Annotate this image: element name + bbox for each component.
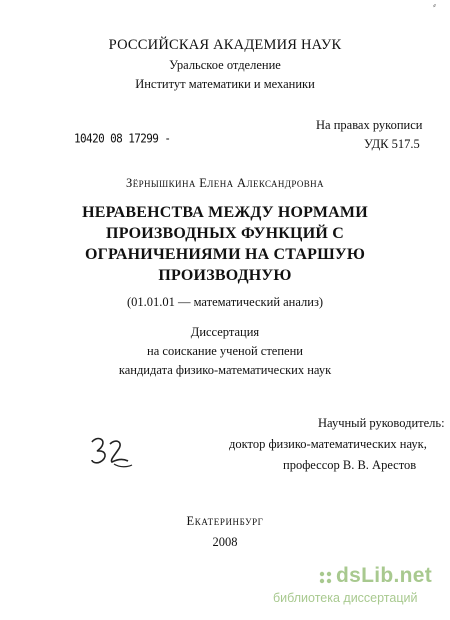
document-type: Диссертация bbox=[190, 325, 260, 339]
supervisor-label: Научный руководитель: bbox=[318, 416, 445, 430]
title-line: НЕРАВЕНСТВА МЕЖДУ НОРМАМИ bbox=[82, 204, 368, 221]
academy-name: РОССИЙСКАЯ АКАДЕМИЯ НАУК bbox=[108, 37, 342, 53]
corner-mark: ⸗ bbox=[433, 0, 436, 10]
city-name: Екатеринбург bbox=[186, 514, 264, 528]
title-line: ПРОИЗВОДНУЮ bbox=[158, 267, 292, 284]
udk-code: УДК 517.5 bbox=[364, 137, 420, 151]
library-stamp: 10420 08 17299 - bbox=[74, 131, 171, 146]
supervisor-degree: доктор физико-математических наук, bbox=[229, 437, 427, 451]
title-line: ОГРАНИЧЕНИЯМИ НА СТАРШУЮ bbox=[84, 246, 366, 263]
supervisor-name: профессор В. В. Арестов bbox=[283, 458, 417, 472]
author-name: Зёрнышкина Елена Александровна bbox=[126, 176, 324, 190]
title-line: ПРОИЗВОДНЫХ ФУНКЦИЙ С bbox=[106, 225, 344, 242]
degree-purpose: на соискание ученой степени bbox=[147, 344, 303, 358]
handwritten-signature bbox=[86, 434, 136, 470]
year: 2008 bbox=[212, 535, 238, 549]
watermark-text: библиотека диссертаций bbox=[273, 591, 418, 605]
rights-note: На правах рукописи bbox=[316, 118, 423, 132]
branch-name: Уральское отделение bbox=[169, 58, 281, 72]
institute-name: Институт математики и механики bbox=[135, 77, 315, 91]
dslib-logo-icon bbox=[318, 570, 334, 586]
specialty-code: (01.01.01 — математический анализ) bbox=[126, 295, 324, 309]
watermark-logo[interactable]: dsLib.net bbox=[336, 564, 433, 587]
degree-name: кандидата физико-математических наук bbox=[118, 363, 332, 377]
